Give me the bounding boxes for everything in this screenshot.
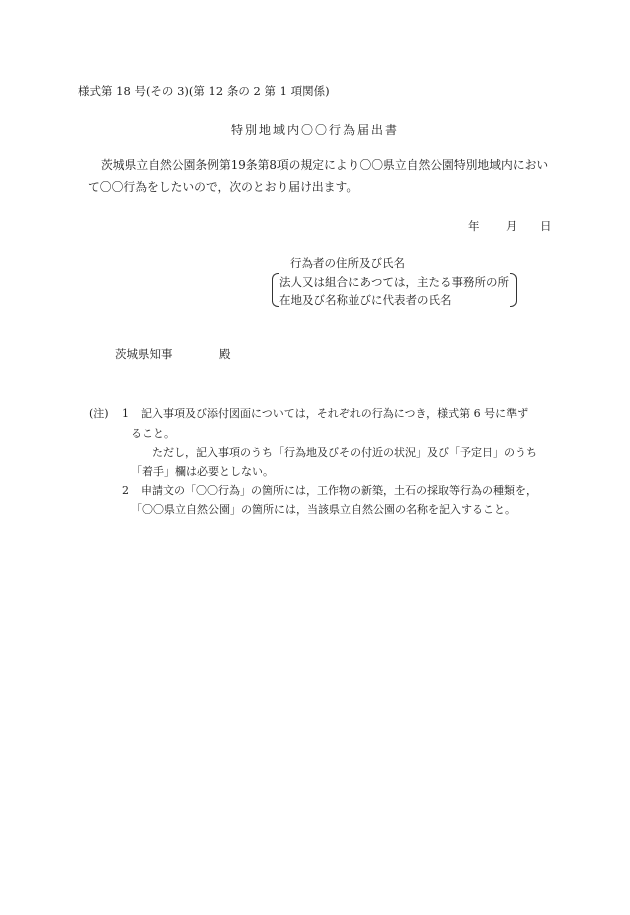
right-bracket (510, 273, 517, 307)
form-number: 様式第 18 号(その 3)(第 12 条の 2 第 1 項関係) (78, 84, 330, 98)
body-text-line-2: て〇〇行為をしたいので，次のとおり届け出ます。 (88, 180, 359, 194)
note-1-line-1: 記入事項及び添付図面については，それぞれの行為につき，様式第 6 号に準ず (141, 407, 529, 420)
applicant-label: 行為者の住所及び氏名 (290, 256, 405, 270)
note-2-number: 2 (122, 484, 129, 497)
note-2-line-1: 申請文の「〇〇行為」の箇所には，工作物の新築，土石の採取等行為の種類を， (141, 484, 537, 497)
applicant-note-line-2: 在地及び名称並びに代表者の氏名 (279, 293, 452, 307)
note-2-line-2: 「〇〇県立自然公園」の箇所には，当該県立自然公園の名称を記入すること。 (131, 503, 516, 516)
note-1-line-4: 「着手」欄は必要としない。 (131, 465, 274, 478)
applicant-note-line-1: 法人又は組合にあつては，主たる事務所の所 (279, 275, 509, 289)
left-bracket (272, 273, 279, 307)
date-day-label: 日 (540, 219, 552, 233)
body-text-line-1: 茨城県立自然公園条例第19条第8項の規定により〇〇県立自然公園特別地域内におい (101, 158, 549, 172)
date-month-label: 月 (506, 219, 518, 233)
addressee-honorific: 殿 (219, 347, 231, 361)
notes-label: (注) (89, 407, 109, 420)
note-1-number: 1 (122, 407, 129, 420)
note-1-line-3: ただし，記入事項のうち「行為地及びその付近の状況」及び「予定日」のうち (152, 446, 537, 459)
addressee-governor: 茨城県知事 (115, 347, 173, 361)
date-year-label: 年 (468, 219, 480, 233)
note-1-line-2: ること。 (131, 427, 175, 440)
document-title: 特別地域内〇〇行為届出書 (231, 123, 400, 137)
